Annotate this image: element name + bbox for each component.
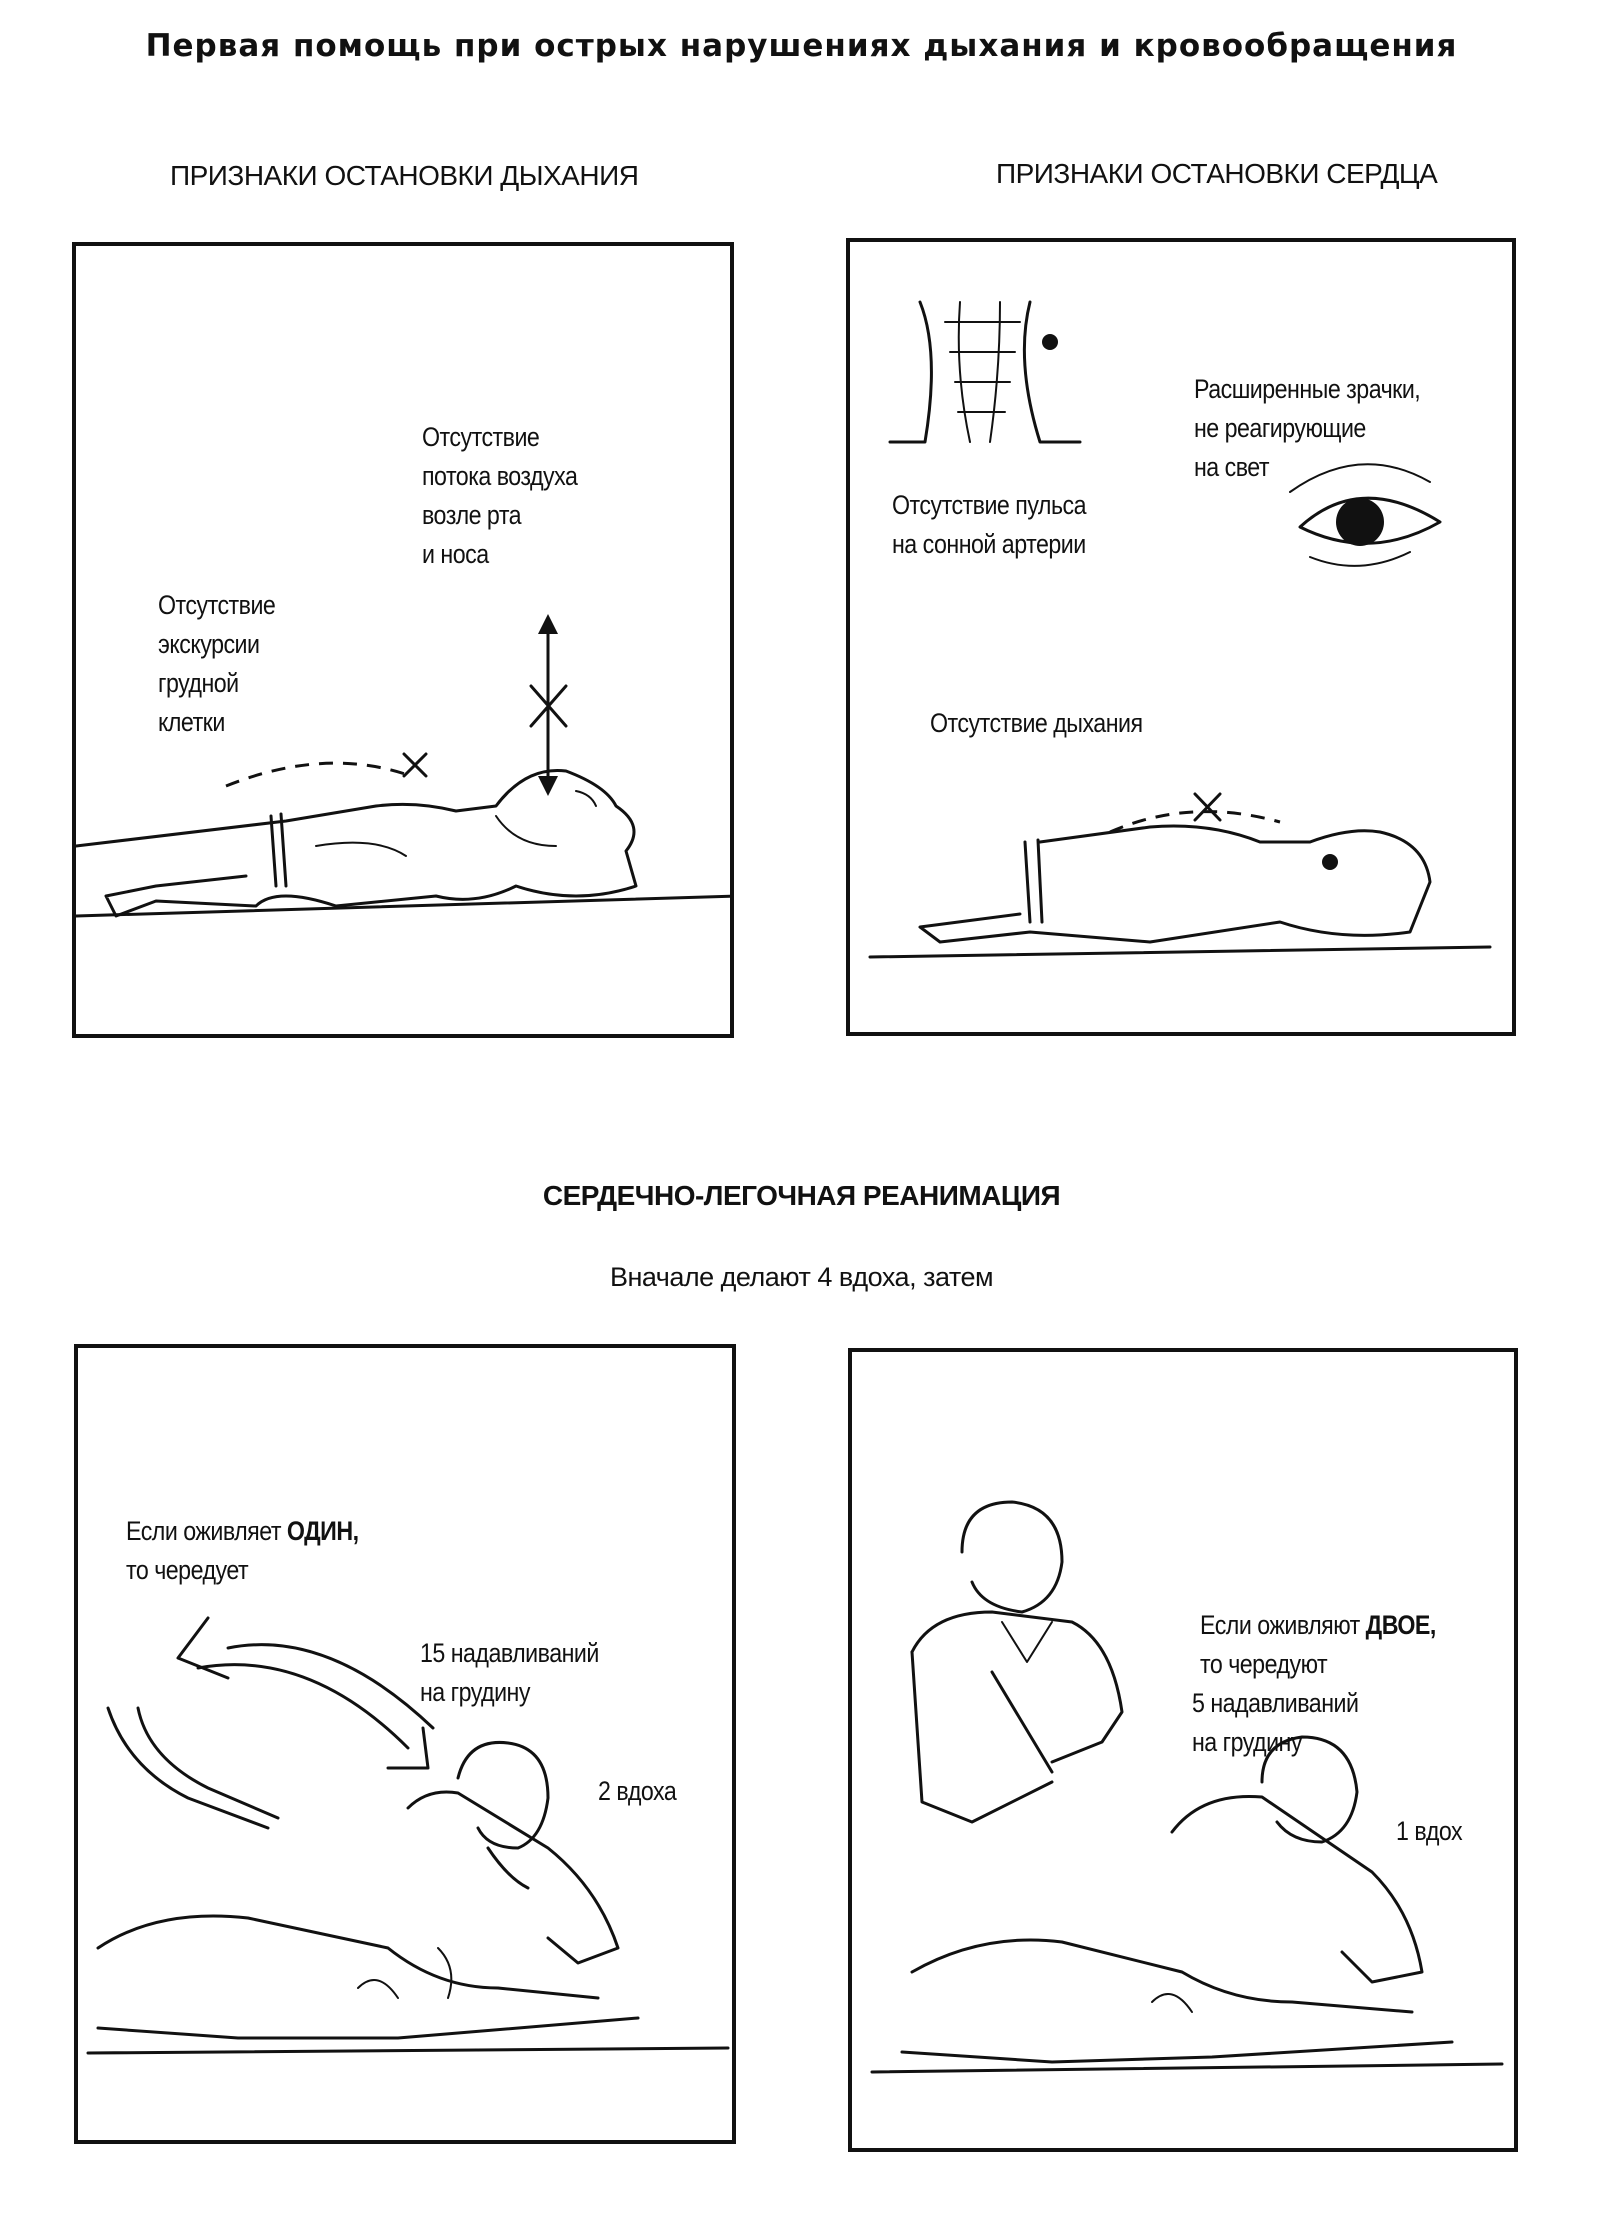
two-rescuers-illustration	[852, 1352, 1518, 2152]
no-breathing-label: Отсутствие дыхания	[930, 708, 1143, 738]
two-rescuers-panel	[848, 1348, 1518, 2152]
one-rescuer-compressions-label: 15 надавливаний на грудину	[420, 1638, 599, 1707]
dilated-pupils-label: Расширенные зрачки, не реагирующие на свет	[1194, 374, 1421, 482]
no-pulse-label: Отсутствие пульса на сонной артерии	[892, 490, 1087, 559]
one-rescuer-breaths-label: 2 вдоха	[598, 1776, 677, 1806]
no-chest-excursion-label: Отсутствие экскурсии грудной клетки	[158, 590, 276, 737]
one-rescuer-label: Если оживляет ОДИН, то чередует	[126, 1516, 359, 1585]
cardiac-signs-illustration	[850, 242, 1516, 1036]
two-rescuers-breaths-label: 1 вдох	[1396, 1816, 1463, 1846]
page-title: Первая помощь при острых нарушениях дыхания и кровообращения	[145, 28, 1458, 64]
cpr-subtitle: Вначале делают 4 вдоха, затем	[609, 1262, 994, 1292]
cpr-heading: СЕРДЕЧНО-ЛЕГОЧНАЯ РЕАНИМАЦИЯ	[542, 1180, 1061, 1211]
two-rescuers-compressions-label: 5 надавливаний на грудину	[1192, 1688, 1359, 1757]
breathing-stop-panel	[72, 242, 734, 1038]
neck-pulse-illustration	[890, 302, 1080, 442]
two-rescuers-label: Если оживляют ДВОЕ, то чередуют	[1200, 1610, 1436, 1679]
one-rescuer-illustration	[78, 1348, 736, 2144]
breathing-stop-heading: ПРИЗНАКИ ОСТАНОВКИ ДЫХАНИЯ	[170, 160, 639, 191]
no-airflow-label: Отсутствие потока воздуха возле рта и носа	[422, 422, 578, 569]
cardiac-stop-heading: ПРИЗНАКИ ОСТАНОВКИ СЕРДЦА	[996, 158, 1438, 189]
cardiac-stop-panel	[846, 238, 1516, 1036]
one-rescuer-panel	[74, 1344, 736, 2144]
